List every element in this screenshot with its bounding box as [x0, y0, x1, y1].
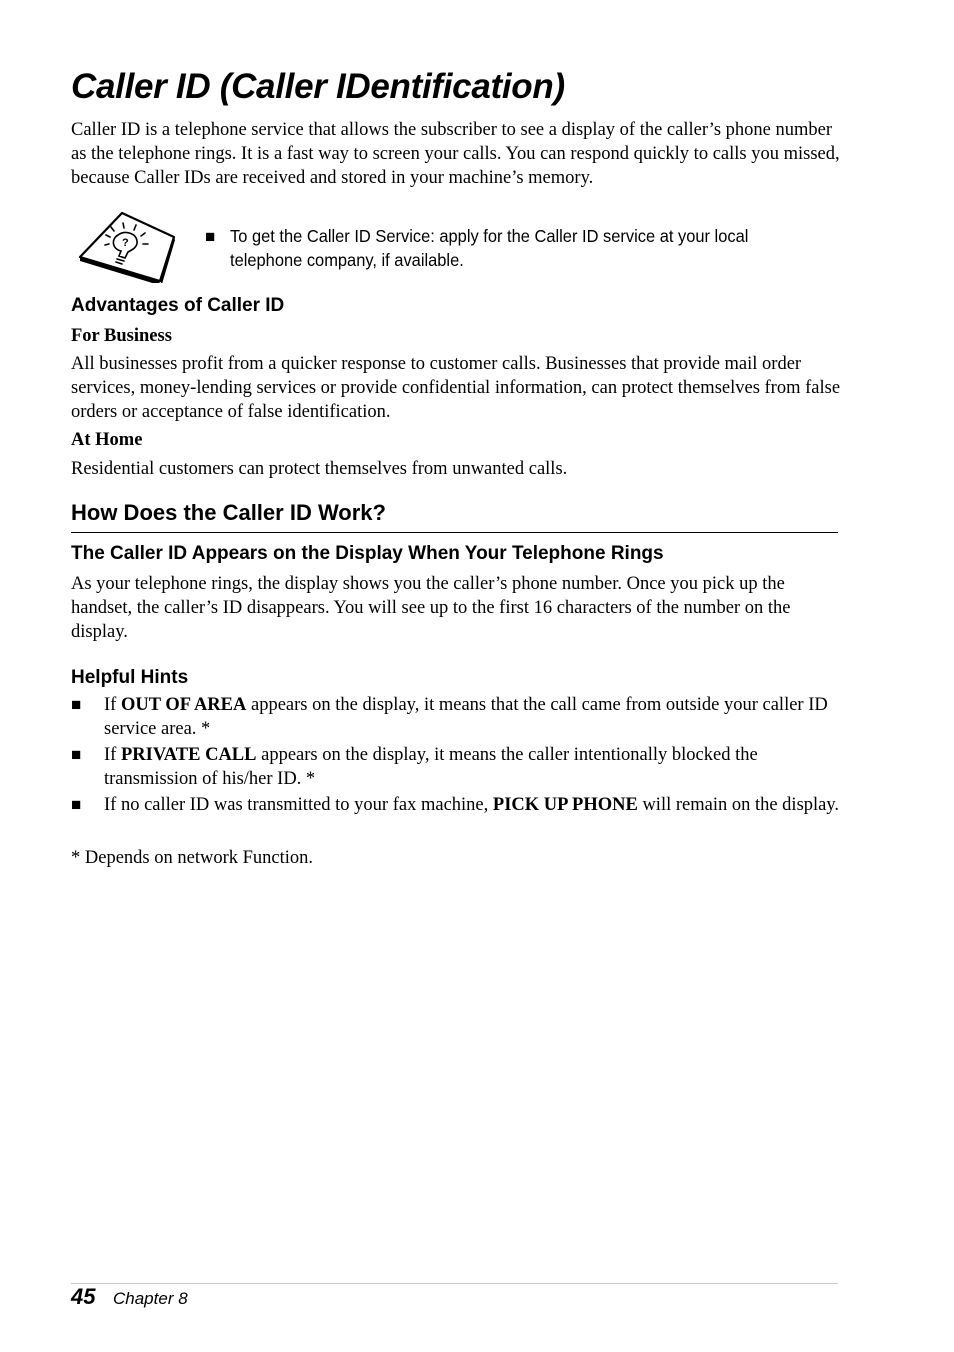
svg-text:?: ? — [122, 237, 129, 249]
display-message: OUT OF AREA — [120, 695, 247, 715]
section-divider — [71, 532, 838, 533]
chapter-label: Chapter 8 — [113, 1289, 188, 1308]
list-item — [71, 743, 841, 791]
helpful-hints-list — [71, 693, 841, 819]
for-business-paragraph: All businesses profit from a quicker response to customer calls. Businesses that provide mail order services, money-lending services or provide confidential information, can protect themselves from false orders or acceptance of false identification. — [71, 354, 841, 422]
footer-divider — [71, 1283, 838, 1284]
hint-note-text: To get the Caller ID Service: apply for the Caller ID service at your local telephone company, if available. — [230, 226, 749, 270]
list-item — [71, 693, 841, 741]
lightbulb-hint-icon — [76, 211, 176, 283]
hint-bullet-icon: ■ — [205, 227, 216, 246]
how-it-works-heading: How Does the Caller ID Work? — [71, 500, 386, 525]
page-number: 45 — [71, 1284, 96, 1309]
display-rings-paragraph: As your telephone rings, the display shows you the caller’s phone number. Once you pick up the handset, the caller’s ID disappears. You will see up to the first 16 characters of the number on the display. — [71, 574, 791, 642]
hint-note — [205, 224, 825, 272]
bullet-icon: ■ — [71, 745, 82, 764]
page-title: Caller ID (Caller IDentification) — [71, 67, 565, 106]
at-home-heading: At Home — [71, 430, 143, 450]
hint-text-pre: If no caller ID was transmitted to your fax machine, — [104, 795, 493, 815]
bullet-icon: ■ — [71, 795, 82, 814]
bullet-icon: ■ — [71, 695, 82, 714]
helpful-hints-heading: Helpful Hints — [71, 667, 189, 688]
hint-text-post: appears on the display, it means that the call came from outside your caller ID service area. * — [104, 695, 828, 739]
hint-text-post: appears on the display, it means the caller intentionally blocked the transmission of his/her ID. * — [104, 745, 758, 789]
intro-paragraph: Caller ID is a telephone service that allows the subscriber to see a display of the caller’s phone number as the telephone rings. It is a fast way to screen your calls. You can respond quickly to calls you missed, because Caller IDs are received and stored in your machine’s memory. — [71, 120, 840, 188]
hint-text-pre: If — [104, 695, 121, 715]
display-message: PRIVATE CALL — [120, 745, 257, 765]
for-business-heading: For Business — [71, 326, 172, 346]
hint-text-pre: If — [104, 745, 121, 765]
footnote: * Depends on network Function. — [71, 848, 314, 868]
advantages-heading: Advantages of Caller ID — [71, 295, 285, 316]
list-item — [71, 793, 841, 817]
display-rings-subheading: The Caller ID Appears on the Display When Your Telephone Rings — [71, 543, 664, 564]
display-message: PICK UP PHONE — [492, 795, 638, 815]
hint-text-post: will remain on the display. — [637, 795, 840, 815]
at-home-paragraph: Residential customers can protect themselves from unwanted calls. — [71, 459, 568, 479]
